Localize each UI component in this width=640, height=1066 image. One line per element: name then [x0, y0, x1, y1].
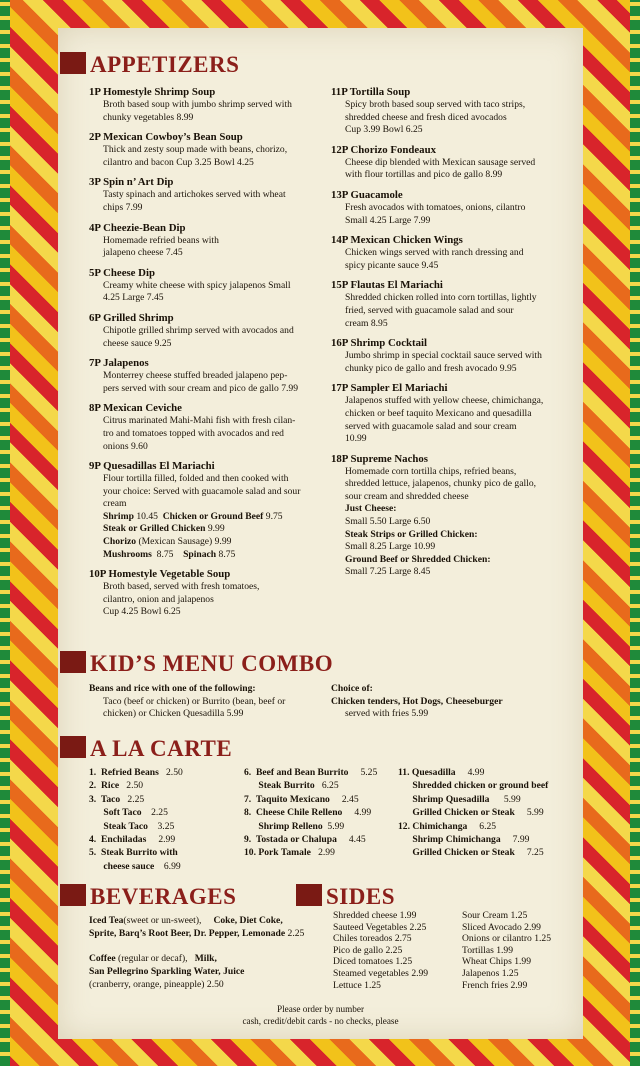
alacarte-item-price: 2.45 [329, 793, 359, 805]
alacarte-item [244, 820, 404, 833]
menu-item [331, 86, 571, 137]
side-item: Sliced Avocado 2.99 [462, 921, 541, 933]
side-item: Tortillas 1.99 [462, 944, 514, 956]
beverages-list [89, 914, 334, 991]
alacarte-item-name: Shrimp Quesadilla [398, 793, 490, 805]
quesadilla-option: Mushrooms 8.75 Spinach 8.75 [103, 548, 236, 560]
appetizers-left-column [89, 86, 321, 626]
alacarte-item [89, 806, 239, 819]
alacarte-item-price: 3.25 [147, 820, 175, 832]
kids-right-desc: served with fries 5.99 [345, 708, 429, 720]
kids-right-choices: Chicken tenders, Hot Dogs, Cheeseburger [331, 695, 503, 707]
alacarte-item-name: 2. Rice [89, 780, 120, 792]
alacarte-item-price: 2.50 [158, 767, 183, 778]
menu-item-name: 18P Supreme Nachos [331, 452, 428, 465]
alacarte-item [89, 766, 239, 779]
side-item: Diced tomatoes 1.25 [333, 956, 413, 968]
alacarte-item-name: 5. Steak Burrito with [89, 847, 178, 859]
menu-item [89, 267, 321, 305]
menu-item-name: 10P Homestyle Vegetable Soup [89, 568, 231, 581]
alacarte-item-price: 7.25 [514, 847, 544, 859]
menu-item [331, 234, 571, 272]
alacarte-item [244, 779, 404, 792]
alacarte-item [398, 846, 583, 859]
alacarte-item-name: 9. Tostada or Chalupa [244, 834, 337, 846]
alacarte-item-name: Steak Burrito [244, 780, 315, 792]
side-item: Shredded cheese 1.99 [333, 910, 417, 921]
alacarte-item-price: 6.25 [467, 820, 497, 832]
menu-item-name: 1P Homestyle Shrimp Soup [89, 86, 216, 98]
alacarte-item-price: 4.45 [336, 834, 366, 846]
alacarte-item-price: 6.25 [314, 780, 339, 792]
menu-item-desc: Broth based, served with fresh tomatoes, cilantro, onion and jalapenos Cup 4.25 Bowl 6.25 [103, 581, 260, 618]
menu-item-desc: Homemade corn tortilla chips, refried beans, shredded lettuce, jalapenos, chunky pico de gallo, sour cream and shredded cheese [345, 465, 537, 502]
alacarte-item-price: 6.99 [154, 860, 181, 872]
heading-block-icon [60, 884, 86, 906]
menu-item [331, 453, 571, 504]
alacarte-item-name: 6. Beef and Bean Burrito [244, 767, 349, 778]
side-item: Pico de gallo 2.25 [333, 944, 403, 956]
menu-item-desc: Broth based soup with jumbo shrimp served with chunky vegetables 8.99 [103, 99, 292, 123]
side-item: Steamed vegetables 2.99 [333, 967, 429, 979]
menu-item-desc: Creamy white cheese with spicy jalapenos Small 4.25 Large 7.45 [103, 279, 291, 304]
sides-left-column [333, 910, 463, 991]
alacarte-item-price: 2.50 [119, 780, 144, 792]
alacarte-item-name: Steak Taco [89, 820, 148, 832]
nachos-option-label: Steak Strips or Grilled Chicken: [345, 528, 478, 540]
alacarte-item [244, 766, 404, 779]
menu-item-desc: Flour tortilla filled, folded and then cooked with your choice: Served with guacamole salad and sour cream [103, 473, 301, 510]
menu-item [89, 131, 321, 169]
alacarte-item [89, 833, 239, 846]
kids-right [331, 683, 571, 721]
sides-right-column [462, 910, 580, 991]
menu-item [89, 568, 321, 619]
alacarte-item-name: 7. Taquito Mexicano [244, 793, 330, 805]
alacarte-item [89, 820, 239, 833]
menu-item-name: 15P Flautas El Mariachi [331, 279, 443, 292]
menu-item-desc: Spicy broth based soup served with taco strips, shredded cheese and fresh diced avocados Cup 3.99 Bowl 6.25 [345, 99, 526, 136]
beverage-line-3: Coffee (regular or decaf), Milk, [89, 953, 217, 964]
alacarte-item-name: 12. Chimichanga [398, 820, 468, 832]
alacarte-item-name: 11. Quesadilla [398, 767, 456, 778]
alacarte-item-name: cheese sauce [89, 860, 155, 872]
side-item: French fries 2.99 [462, 979, 528, 991]
alacarte-item-name: Grilled Chicken or Steak [398, 847, 515, 859]
menu-item-name: 7P Jalapenos [89, 357, 149, 370]
footer-order-note: Please order by number [277, 1004, 364, 1014]
side-item: Lettuce 1.25 [333, 979, 381, 991]
alacarte-item-name: 10. Pork Tamale [244, 847, 311, 859]
alacarte-item-price: 5.99 [322, 820, 345, 832]
alacarte-heading: A LA CARTE [60, 736, 232, 762]
menu-item-desc: Cheese dip blended with Mexican sausage served with flour tortillas and pico de gallo 8.99 [345, 156, 536, 181]
alacarte-item-name: Shredded chicken or ground beef [398, 780, 549, 792]
menu-item-desc: Shredded chicken rolled into corn tortillas, lightly fried, served with guacamole salad and sour cream 8.95 [345, 292, 537, 329]
alacarte-item-price: 2.25 [120, 793, 145, 805]
menu-item-name: 17P Sampler El Mariachi [331, 382, 448, 395]
menu-item-name: 6P Grilled Shrimp [89, 311, 174, 324]
menu-item-desc: Jumbo shrimp in special cocktail sauce served with chunky pico de gallo and fresh avocado 9.95 [345, 350, 542, 374]
alacarte-item [89, 793, 239, 806]
appetizers-right-column [331, 86, 571, 579]
alacarte-item [398, 833, 583, 846]
nachos-option-price: Small 7.25 Large 8.45 [345, 566, 431, 578]
side-item: Chiles toreados 2.75 [333, 933, 412, 945]
beverage-line-5: (cranberry, orange, pineapple) 2.50 [89, 979, 224, 990]
menu-item-name: 4P Cheezie-Bean Dip [89, 221, 186, 234]
kids-left-desc: Taco (beef or chicken) or Burrito (bean, beef or chicken) or Chicken Quesadilla 5.99 [103, 695, 286, 720]
kids-heading: KID’S MENU COMBO [60, 651, 333, 677]
alacarte-col-3 [398, 766, 583, 860]
alacarte-item-price: 5.99 [489, 793, 521, 805]
side-item: Sour Cream 1.25 [462, 910, 528, 921]
kids-left-heading: Beans and rice with one of the following: [89, 683, 256, 694]
menu-item-desc: Jalapenos stuffed with yellow cheese, chimichanga, chicken or beef taquito Mexicano and quesadilla served with guacamole salad and sour cream 10.99 [345, 395, 544, 445]
alacarte-item [398, 766, 583, 779]
menu-item [89, 312, 321, 350]
alacarte-item-name: Grilled Chicken or Steak [398, 807, 515, 819]
heading-block-icon [60, 736, 86, 758]
nachos-options [331, 503, 571, 579]
appetizers-heading: APPETIZERS [60, 52, 239, 78]
menu-item [331, 144, 571, 182]
alacarte-item-name: Soft Taco [89, 807, 142, 819]
beverages-heading: BEVERAGES [60, 884, 236, 910]
menu-item [89, 176, 321, 214]
beverage-line-2: Sprite, Barq’s Root Beer, Dr. Pepper, Lemonade 2.25 [89, 928, 305, 939]
menu-item-name: 3P Spin n’ Art Dip [89, 176, 174, 189]
alacarte-item [89, 779, 239, 792]
menu-item-desc: Citrus marinated Mahi-Mahi fish with fresh cilan- tro and tomatoes topped with avocados and red onions 9.60 [103, 415, 296, 452]
side-item: Sauteed Vegetables 2.25 [333, 921, 427, 933]
alacarte-col-2 [244, 766, 404, 860]
alacarte-item [89, 860, 239, 873]
footer-payment-note: cash, credit/debit cards - no checks, please [242, 1016, 399, 1026]
menu-item-name: 11P Tortilla Soup [331, 86, 411, 98]
quesadilla-options [89, 511, 321, 561]
menu-item-name: 8P Mexican Ceviche [89, 402, 182, 415]
menu-item [331, 337, 571, 375]
right-green-stripe [630, 0, 640, 1066]
menu-item-name: 13P Guacamole [331, 188, 403, 201]
menu-item-desc: Fresh avocados with tomatoes, onions, cilantro Small 4.25 Large 7.99 [345, 201, 526, 226]
beverage-line-1: Iced Tea(sweet or un-sweet), Coke, Diet Coke, [89, 915, 283, 926]
menu-item-desc: Thick and zesty soup made with beans, chorizo, cilantro and bacon Cup 3.25 Bowl 4.25 [103, 144, 288, 168]
alacarte-item [398, 806, 583, 819]
alacarte-item-price: 2.99 [146, 834, 176, 846]
heading-block-icon [60, 651, 86, 673]
menu-item [331, 189, 571, 227]
alacarte-item [89, 846, 239, 859]
menu-item-name: 5P Cheese Dip [89, 266, 155, 279]
alacarte-item-price: 4.99 [342, 807, 372, 819]
alacarte-col-1 [89, 766, 239, 873]
quesadilla-option: Chorizo (Mexican Sausage) 9.99 [103, 536, 232, 548]
alacarte-item-price: 7.99 [500, 834, 530, 846]
alacarte-item [244, 833, 404, 846]
heading-block-icon [296, 884, 322, 906]
alacarte-item-name: 1. Refried Beans [89, 767, 159, 778]
alacarte-item-price: 5.99 [514, 807, 544, 819]
menu-item-name: 9P Quesadillas El Mariachi [89, 460, 215, 473]
alacarte-item [398, 779, 583, 792]
alacarte-item [398, 793, 583, 806]
heading-block-icon [60, 52, 86, 74]
alacarte-item-name: Shrimp Chimichanga [398, 834, 501, 846]
menu-item-name: 2P Mexican Cowboy’s Bean Soup [89, 131, 243, 144]
alacarte-item-name: 8. Cheese Chile Relleno [244, 807, 343, 819]
alacarte-item [244, 793, 404, 806]
nachos-option-label: Just Cheese: [345, 503, 397, 515]
side-item: Onions or cilantro 1.25 [462, 933, 551, 945]
menu-item [89, 222, 321, 260]
nachos-option-label: Ground Beef or Shredded Chicken: [345, 553, 491, 565]
menu-item-desc: Tasty spinach and artichokes served with wheat chips 7.99 [103, 189, 286, 213]
menu-item-desc: Chicken wings served with ranch dressing and spicy picante sauce 9.45 [345, 247, 524, 271]
menu-item-desc: Chipotle grilled shrimp served with avocados and cheese sauce 9.25 [103, 324, 294, 349]
nachos-option-price: Small 8.25 Large 10.99 [345, 541, 436, 553]
menu-item-name: 14P Mexican Chicken Wings [331, 234, 463, 247]
alacarte-item [398, 820, 583, 833]
alacarte-item-name: 4. Enchiladas [89, 834, 147, 846]
nachos-option-price: Small 5.50 Large 6.50 [345, 516, 431, 528]
menu-item-desc: Homemade refried beans with jalapeno cheese 7.45 [103, 234, 219, 259]
kids-right-heading: Choice of: [331, 683, 373, 694]
alacarte-item-name: 3. Taco [89, 793, 121, 805]
left-green-stripe [0, 0, 10, 1066]
menu-item-desc: Monterrey cheese stuffed breaded jalapeno pep- pers served with sour cream and pico de gallo 7.99 [103, 370, 299, 394]
alacarte-item-price: 5.25 [348, 767, 378, 778]
alacarte-item-price: 4.99 [455, 767, 485, 778]
menu-item [331, 382, 571, 445]
menu-item [331, 279, 571, 330]
sides-heading: SIDES [296, 884, 395, 910]
side-item: Wheat Chips 1.99 [462, 956, 532, 968]
alacarte-item-price: 2.25 [141, 807, 168, 819]
beverage-spacer [89, 940, 334, 952]
quesadilla-option: Shrimp 10.45 Chicken or Ground Beef 9.75 [103, 510, 283, 522]
menu-item-name: 16P Shrimp Cocktail [331, 337, 427, 350]
menu-item [89, 402, 321, 453]
menu-paper [58, 28, 583, 1039]
beverage-line-4: San Pellegrino Sparkling Water, Juice [89, 966, 245, 977]
menu-item [89, 357, 321, 395]
alacarte-item [244, 806, 404, 819]
menu-item [89, 86, 321, 124]
quesadilla-option: Steak or Grilled Chicken 9.99 [103, 523, 225, 535]
kids-left [89, 683, 325, 721]
menu-item-name: 12P Chorizo Fondeaux [331, 143, 436, 156]
alacarte-item-name: Shrimp Relleno [244, 820, 323, 832]
side-item: Jalapenos 1.25 [462, 967, 519, 979]
alacarte-item-price: 2.99 [310, 847, 335, 859]
menu-item [89, 460, 321, 511]
menu-footer [58, 1003, 583, 1027]
alacarte-item [244, 846, 404, 859]
